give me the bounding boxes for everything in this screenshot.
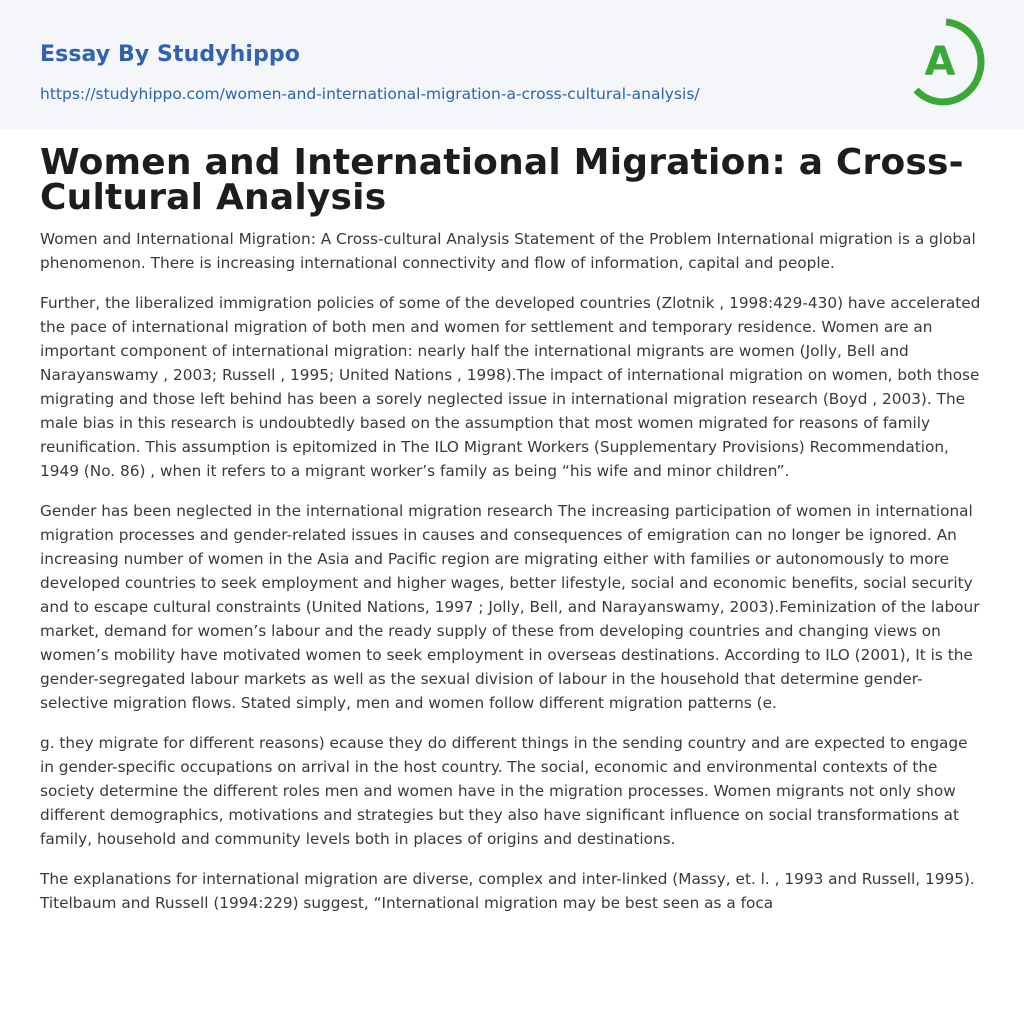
essay-paragraph: Further, the liberalized immigration policies of some of the developed countries (Zlotnik , 1998:429-430) have accelerated the pace of international migration of both men and women for settlement and temporary residence. Women are an important component of international migration: nearly half the international migrants are women (Jolly, Bell and Narayanswamy , 2003; Russell , 1995; United Nations , 1998).The impact of international migration on women, both those migrating and those left behind has been a sorely neglected issue in international migration research (Boyd , 2003). The male bias in this research is undoubtedly based on the assumption that most women migrated for reasons of family reunification. This assumption is epitomized in The ILO Migrant Workers (Supplementary Provisions) Recommendation, 1949 (No. 86) , when it refers to a migrant worker’s family as being “his wife and minor children”. [40, 294, 981, 480]
essay-paragraph: g. they migrate for different reasons) ecause they do different things in the sending country and are expected to engage in gender-specific occupations on arrival in the host country. The social, economic and environmental contexts of the society determine the different roles men and women have in the migration processes. Women migrants not only show different demographics, motivations and strategies but they also have significant influence on social transformations at family, household and community levels both in places of origins and destinations. [40, 734, 968, 848]
logo-letter: A [924, 39, 956, 85]
essay-paragraph: Gender has been neglected in the international migration research The increasing participation of women in international migration processes and gender-related issues in causes and consequences of emigration can no longer be ignored. An increasing number of women in the Asia and Pacific region are migrating either with families or autonomously to more developed countries to seek employment and higher wages, better lifestyle, social and economic benefits, social security and to escape cultural constraints (United Nations, 1997 ; Jolly, Bell, and Narayanswamy, 2003).Feminization of the labour market, demand for women’s labour and the ready supply of these from developing countries and changing views on women’s mobility have motivated women to seek employment in overseas destinations. According to ILO (2001), It is the gender-segregated labour markets as well as the sexual division of labour in the household that determine gender-selective migration flows. Stated simply, men and women follow different migration patterns (e. [40, 502, 980, 712]
site-brand[interactable]: Essay By Studyhippo [40, 42, 300, 67]
studyhippo-logo-icon[interactable] [906, 18, 986, 106]
essay-title: Women and International Migration: a Cross-Cultural Analysis [40, 142, 964, 218]
essay-paragraph: Women and International Migration: A Cross-cultural Analysis Statement of the Problem International migration is a global phenomenon. There is increasing international connectivity and flow of information, capital and people. [40, 230, 976, 272]
essay-content [40, 142, 985, 931]
essay-url-link[interactable]: https://studyhippo.com/women-and-international-migration-a-cross-cultural-analysis/ [40, 85, 700, 103]
essay-paragraph: The explanations for international migration are diverse, complex and inter-linked (Massy, et. l. , 1993 and Russell, 1995). Titelbaum and Russell (1994:229) suggest, “International migration may be best seen as a foca [40, 870, 975, 912]
site-header [0, 0, 1024, 129]
